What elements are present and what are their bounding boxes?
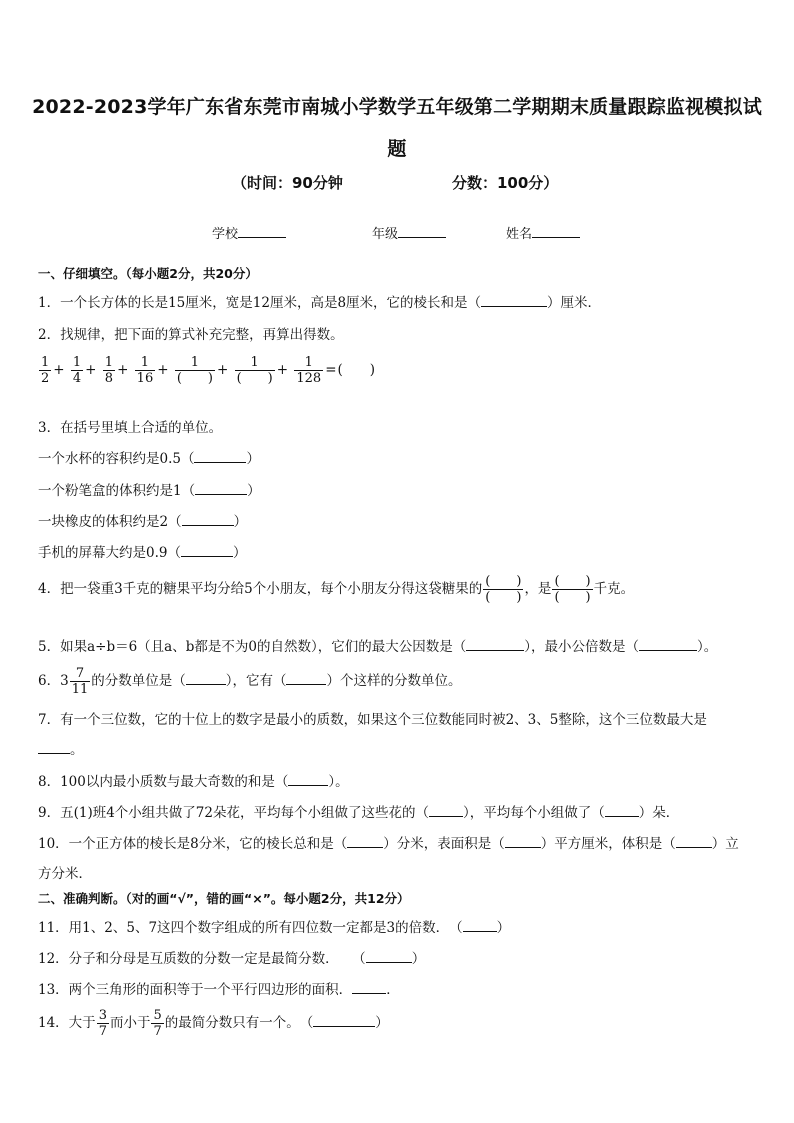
question-3: 3．在括号里填上合适的单位。 bbox=[38, 420, 223, 436]
q5-lcm-blank[interactable] bbox=[639, 638, 697, 651]
mixed-fraction: $\frac{7}{11}$ bbox=[71, 666, 89, 697]
question-7-line-2: 。 bbox=[38, 738, 84, 758]
exam-title bbox=[30, 86, 764, 170]
q10-area-blank[interactable] bbox=[505, 835, 541, 848]
question-3d: 手机的屏幕大约是0.9（ ） bbox=[38, 545, 247, 561]
q3c-blank[interactable] bbox=[182, 513, 234, 526]
q7-blank[interactable] bbox=[38, 741, 70, 754]
question-10: 10．一个正方体的棱长是8分米，它的棱长总和是（ ）分米，表面积是（ ）平方厘米，体积是（ ）立 bbox=[38, 836, 739, 852]
fraction: $\frac{1}{8}$ bbox=[104, 355, 114, 386]
question-11: 11．用1、2、5、7这四个数字组成的所有四位数一定都是3的倍数． （ ） bbox=[38, 920, 511, 936]
question-14: 14．大于 $\frac{3}{7}$ 而小于 $\frac{5}{7}$ 的最简分数只有一个。 （ ） bbox=[38, 1008, 389, 1039]
q4-kg-blank[interactable]: $\frac{( )}{( )}$ bbox=[554, 574, 591, 605]
q5-gcd-blank[interactable] bbox=[466, 638, 524, 651]
question-8: 8．100以内最小质数与最大奇数的和是（ ）。 bbox=[38, 774, 349, 790]
title-line-2: 题 bbox=[387, 138, 407, 160]
fraction-blank[interactable]: $\frac{1}{( )}$ bbox=[176, 355, 213, 386]
q10-volume-blank[interactable] bbox=[676, 835, 712, 848]
question-13: 13．两个三角形的面积等于一个平行四边形的面积． ． bbox=[38, 982, 400, 998]
title-line-1: 2022-2023学年广东省东莞市南城小学数学五年级第二学期期末质量跟踪监视模拟试 bbox=[32, 96, 762, 118]
q8-blank[interactable] bbox=[288, 773, 328, 786]
question-3a: 一个水杯的容积约是0.5（ ） bbox=[38, 451, 260, 467]
question-3c: 一块橡皮的体积约是2（ ） bbox=[38, 514, 248, 530]
question-10-line-2: 方分米． bbox=[38, 866, 92, 882]
name-blank[interactable] bbox=[532, 225, 580, 238]
q4-fraction-blank[interactable]: $\frac{( )}{( )}$ bbox=[485, 574, 522, 605]
question-12: 12．分子和分母是互质数的分数一定是最简分数． （ ） bbox=[38, 951, 426, 967]
question-5: 5．如果a÷b＝6（且a、b都是不为0的自然数），它们的最大公因数是（ ），最小公倍数是（ ）。 bbox=[38, 639, 718, 655]
grade-blank[interactable] bbox=[398, 225, 446, 238]
fraction: $\frac{3}{7}$ bbox=[98, 1008, 107, 1039]
fraction: $\frac{5}{7}$ bbox=[153, 1008, 162, 1039]
question-1: 1．一个长方体的长是15厘米，宽是12厘米，高是8厘米，它的棱长和是（ ）厘米． bbox=[38, 295, 602, 311]
school-blank[interactable] bbox=[238, 225, 286, 238]
question-2: 2．找规律，把下面的算式补充完整，再算出得数。 bbox=[38, 327, 344, 343]
question-4: 4．把一袋重3千克的糖果平均分给5个小朋友，每个小朋友分得这袋糖果的 $\frac{( )}{( )}$ ，是 $\frac{( )}{( )}$ 千克。 bbox=[38, 574, 635, 605]
fraction: $\frac{1}{4}$ bbox=[72, 355, 82, 386]
fraction: $\frac{1}{2}$ bbox=[41, 355, 50, 386]
question-7: 7．有一个三位数，它的十位上的数字是最小的质数，如果这个三位数能同时被2、3、5整除，这个三位数最大是 bbox=[38, 712, 707, 728]
question-6: 6．3 $\frac{7}{11}$ 的分数单位是（ ），它有（ ）个这样的分数单位。 bbox=[38, 666, 462, 697]
q3d-blank[interactable] bbox=[181, 544, 233, 557]
school-field bbox=[212, 223, 286, 242]
name-label: 姓名 bbox=[506, 227, 533, 242]
q9-count-blank[interactable] bbox=[605, 804, 639, 817]
q12-blank[interactable] bbox=[366, 950, 412, 963]
fraction: $\frac{1}{16}$ bbox=[136, 355, 154, 386]
fraction: $\frac{1}{128}$ bbox=[296, 355, 322, 386]
q3a-blank[interactable] bbox=[194, 450, 246, 463]
question-9: 9．五(1)班4个小组共做了72朵花，平均每个小组做了这些花的（ ），平均每个小组做了（ ）朵． bbox=[38, 805, 680, 821]
question-3b: 一个粉笔盒的体积约是1（ ） bbox=[38, 483, 261, 499]
name-field bbox=[506, 223, 580, 242]
school-label: 学校 bbox=[212, 227, 239, 242]
q6-count-blank[interactable] bbox=[286, 672, 326, 685]
question-2-expression: $\frac{1}{2}$ + $\frac{1}{4}$ + $\frac{1}{8}$ + $\frac{1}{16}$ + $\frac{1}{( )}$ + $\frac{1}{( )}$ + $\frac{1}{128}$ =( ) bbox=[41, 355, 376, 386]
fraction-blank[interactable]: $\frac{1}{( )}$ bbox=[236, 355, 273, 386]
grade-field bbox=[372, 223, 446, 242]
q2-answer-blank[interactable]: ( ) bbox=[337, 362, 376, 378]
q9-fraction-blank[interactable] bbox=[429, 804, 463, 817]
exam-score: 分数：100分） bbox=[452, 174, 559, 192]
q13-blank[interactable] bbox=[352, 981, 386, 994]
section-1-heading: 一、仔细填空。（每小题2分，共20分） bbox=[38, 266, 258, 281]
exam-time: （时间：90分钟 bbox=[232, 174, 343, 192]
q11-blank[interactable] bbox=[463, 919, 497, 932]
section-2-heading: 二、准确判断。（对的画“√”，错的画“×”。每小题2分，共12分） bbox=[38, 891, 410, 906]
q10-edge-blank[interactable] bbox=[347, 835, 383, 848]
q14-blank[interactable] bbox=[313, 1014, 375, 1027]
q6-unit-blank[interactable] bbox=[186, 672, 226, 685]
q3b-blank[interactable] bbox=[195, 482, 247, 495]
grade-label: 年级 bbox=[372, 227, 399, 242]
q1-blank[interactable] bbox=[481, 294, 547, 307]
